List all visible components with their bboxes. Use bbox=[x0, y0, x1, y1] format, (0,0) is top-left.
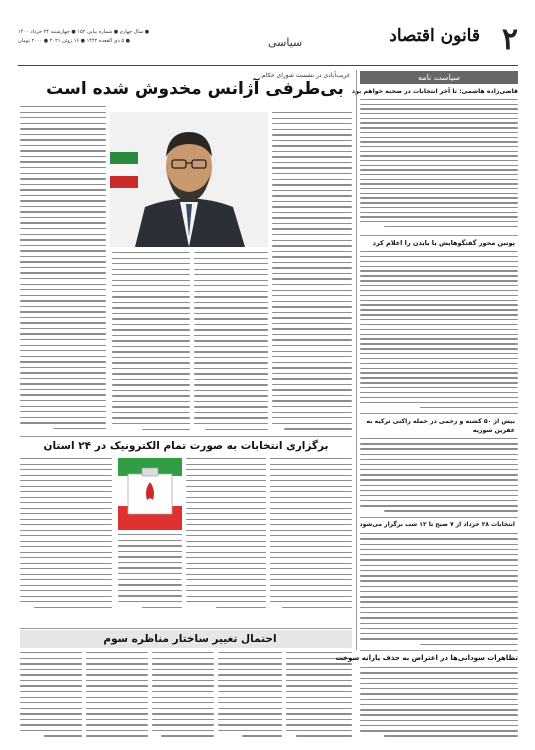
sidebar-item-4-title[interactable]: انتخابات ۲۸ خرداد از ۷ صبح تا ۱۲ شب برگزار می‌شود bbox=[359, 521, 515, 528]
sidebar-item-2-body bbox=[360, 251, 518, 408]
story-divider bbox=[20, 628, 352, 629]
electronic-headline[interactable]: برگزاری انتخابات به صورت تمام الکترونیک در ۲۴ استان bbox=[43, 440, 329, 452]
issue-info: ● سال چهارم ● شماره پیاپی ۱۵۲ ● چهارشنبه ۲۴ خرداد ۱۴۰۰ ● ۵ ذی القعده ۱۴۴۲ ● ۱۶ ژوئن ۲۰۲۱ ● ۲۰۰۰ تومان bbox=[18, 29, 150, 44]
debate-headline[interactable]: احتمال تغییر ساختار مناظره سوم bbox=[103, 633, 277, 645]
lead-headline[interactable]: بی‌طرفی آژانس مخدوش شده است bbox=[46, 79, 344, 99]
column-rule bbox=[356, 70, 357, 650]
electronic-body-col-1 bbox=[270, 458, 352, 608]
lead-photo bbox=[110, 112, 268, 247]
bottom-right-headline[interactable]: تظاهرات سودانی‌ها در اعتراض به حذف یارانه سوخت bbox=[335, 654, 518, 662]
newspaper-logo: قانون اقتصاد bbox=[389, 26, 480, 46]
debate-body-col-2 bbox=[218, 652, 282, 737]
sidebar-item-4-body bbox=[360, 533, 518, 645]
electronic-body-col-4 bbox=[118, 534, 182, 608]
portrait-illustration bbox=[110, 112, 268, 247]
sidebar-header: سیاست نامه bbox=[360, 71, 518, 84]
sidebar-item-1-body bbox=[360, 99, 518, 227]
electronic-body-col-2 bbox=[186, 458, 266, 608]
sidebar-divider bbox=[360, 517, 518, 518]
section-title: سیاسی bbox=[268, 36, 303, 49]
masthead bbox=[18, 22, 518, 66]
sidebar-divider bbox=[360, 413, 518, 414]
lead-body-col-3 bbox=[112, 252, 190, 430]
sidebar-item-2-title[interactable]: پوتین محور گفتگوهایش با بایدن را اعلام کرد bbox=[372, 239, 515, 247]
electronic-body-col-3 bbox=[20, 458, 112, 608]
debate-body-col-3 bbox=[152, 652, 214, 737]
lead-body-col-2 bbox=[194, 252, 268, 430]
sidebar-divider bbox=[360, 235, 518, 236]
sidebar-item-1-title[interactable]: قاضی‌زاده هاشمی: تا آخر انتخابات در صحنه خواهم بود bbox=[351, 88, 518, 95]
page-number: ۲ bbox=[501, 22, 518, 57]
sidebar-divider bbox=[360, 650, 518, 651]
debate-body-col-1 bbox=[286, 652, 352, 737]
bottom-right-body bbox=[360, 667, 518, 737]
election-box-image bbox=[118, 458, 182, 530]
lead-kicker: غریب‌آبادی در نشست شورای حکام: bbox=[260, 72, 350, 79]
lead-body-col-4 bbox=[20, 106, 106, 430]
sidebar-item-3-body bbox=[360, 438, 518, 512]
sidebar-item-3-title[interactable]: بیش از ۵۰ کشته و زخمی در حمله راکتی ترکیه به عفرین سوریه bbox=[366, 418, 515, 434]
story-divider bbox=[20, 436, 352, 437]
lead-body-col-1 bbox=[272, 112, 352, 430]
debate-body-col-5 bbox=[20, 652, 82, 737]
debate-body-col-4 bbox=[86, 652, 148, 737]
